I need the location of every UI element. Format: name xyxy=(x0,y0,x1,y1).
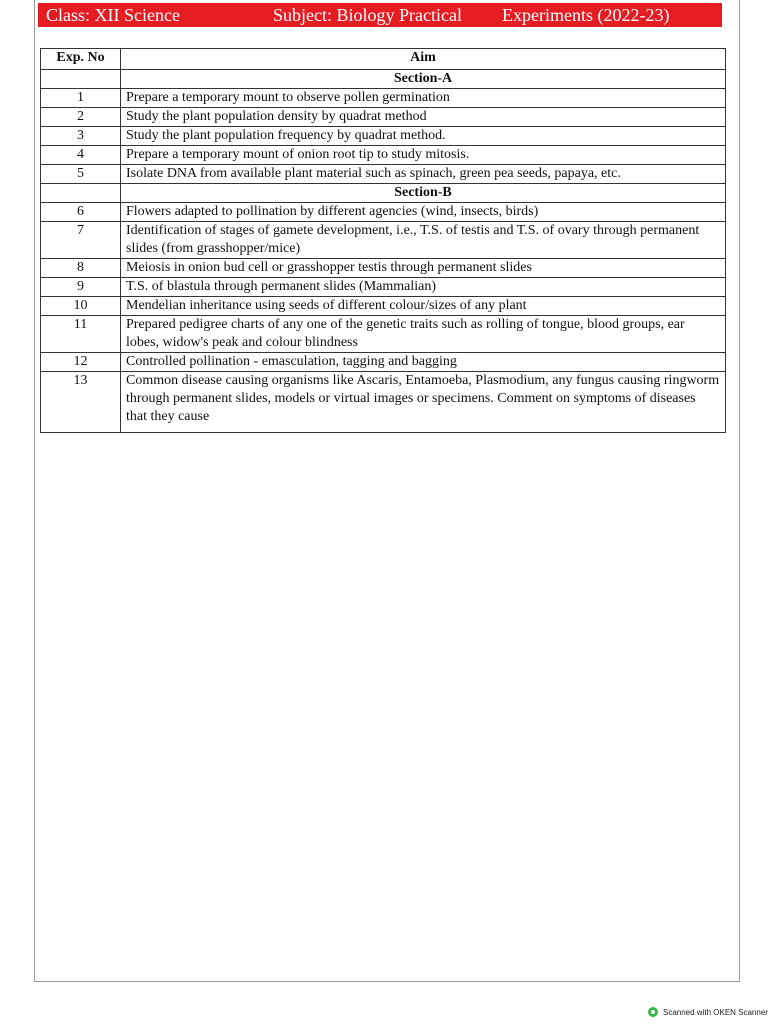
section-row xyxy=(41,184,726,203)
table-row xyxy=(41,89,726,108)
experiments-label: Experiments (2022-23) xyxy=(502,5,670,25)
exp-no: 2 xyxy=(41,108,121,127)
exp-no: 11 xyxy=(41,316,121,353)
exp-aim: Meiosis in onion bud cell or grasshopper testis through permanent slides xyxy=(121,259,726,278)
table-row xyxy=(41,316,726,353)
exp-aim: Identification of stages of gamete development, i.e., T.S. of testis and T.S. of ovary through permanent slides (from grasshopper/mice) xyxy=(121,222,726,259)
table-header-row xyxy=(41,49,726,70)
table-row xyxy=(41,278,726,297)
exp-no: 12 xyxy=(41,353,121,372)
exp-no: 9 xyxy=(41,278,121,297)
col-exp-no-header: Exp. No xyxy=(41,49,121,70)
exp-aim: Flowers adapted to pollination by different agencies (wind, insects, birds) xyxy=(121,203,726,222)
exp-no: 8 xyxy=(41,259,121,278)
exp-aim: T.S. of blastula through permanent slides (Mammalian) xyxy=(121,278,726,297)
exp-aim: Study the plant population frequency by quadrat method. xyxy=(121,127,726,146)
class-label: Class: XII Science xyxy=(46,5,180,25)
scanner-text: Scanned with OKEN Scanner xyxy=(663,1007,768,1017)
exp-no: 10 xyxy=(41,297,121,316)
col-aim-header: Aim xyxy=(121,49,726,70)
exp-no: 3 xyxy=(41,127,121,146)
exp-no: 7 xyxy=(41,222,121,259)
table-row xyxy=(41,127,726,146)
exp-aim: Prepare a temporary mount of onion root tip to study mitosis. xyxy=(121,146,726,165)
table-row xyxy=(41,203,726,222)
header-bar xyxy=(38,3,722,27)
subject-label: Subject: Biology Practical xyxy=(273,5,462,25)
table-row xyxy=(41,372,726,433)
section-a-heading: Section-A xyxy=(121,70,726,89)
exp-no: 13 xyxy=(41,372,121,433)
exp-aim: Common disease causing organisms like Ascaris, Entamoeba, Plasmodium, any fungus causing ringworm through permanent slides, models or virtual images or specimens. Comment on symptoms of diseases that they cause xyxy=(121,372,726,433)
oken-scanner-logo-icon xyxy=(648,1007,658,1017)
table-row xyxy=(41,222,726,259)
section-b-heading: Section-B xyxy=(121,184,726,203)
exp-aim: Isolate DNA from available plant material such as spinach, green pea seeds, papaya, etc. xyxy=(121,165,726,184)
table-row xyxy=(41,165,726,184)
exp-no: 5 xyxy=(41,165,121,184)
section-row xyxy=(41,70,726,89)
table-row xyxy=(41,353,726,372)
exp-aim: Prepare a temporary mount to observe pollen germination xyxy=(121,89,726,108)
table-row xyxy=(41,108,726,127)
experiments-table xyxy=(40,48,726,433)
exp-no: 1 xyxy=(41,89,121,108)
exp-no: 4 xyxy=(41,146,121,165)
table-row xyxy=(41,297,726,316)
exp-aim: Study the plant population density by quadrat method xyxy=(121,108,726,127)
exp-aim: Prepared pedigree charts of any one of the genetic traits such as rolling of tongue, blood groups, ear lobes, widow's peak and colour blindness xyxy=(121,316,726,353)
table-row xyxy=(41,146,726,165)
exp-aim: Controlled pollination - emasculation, tagging and bagging xyxy=(121,353,726,372)
exp-aim: Mendelian inheritance using seeds of different colour/sizes of any plant xyxy=(121,297,726,316)
scanner-watermark xyxy=(648,1004,768,1020)
exp-no: 6 xyxy=(41,203,121,222)
table-row xyxy=(41,259,726,278)
